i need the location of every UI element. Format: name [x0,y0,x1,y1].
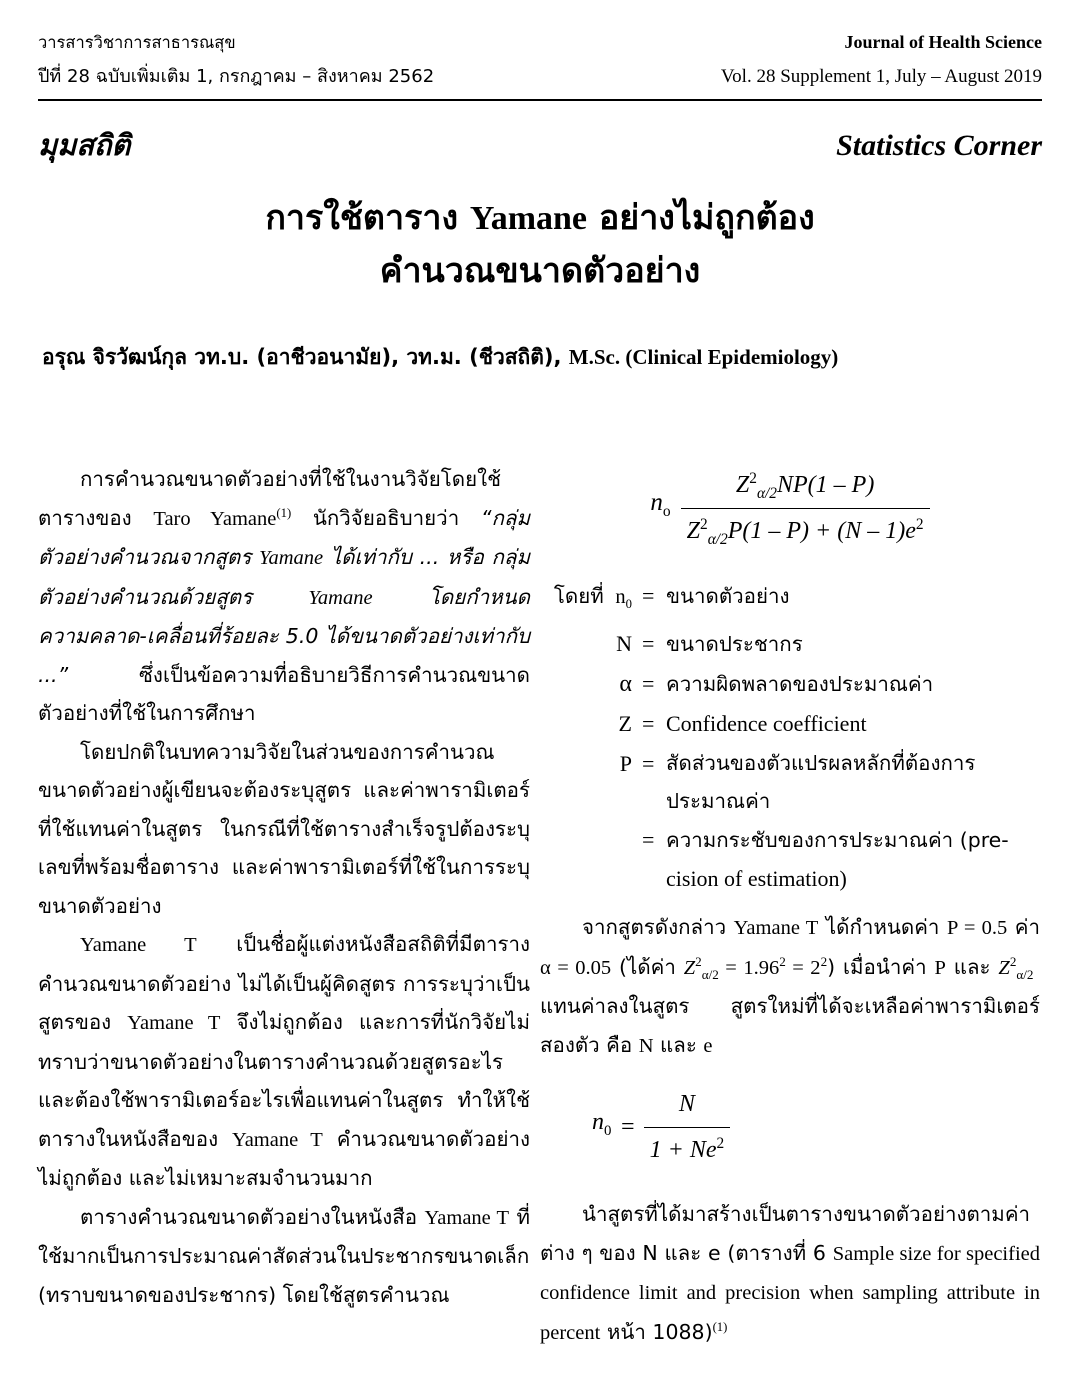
header-row-1 [38,28,1042,57]
definition-equals: = [642,751,655,777]
formula-secondary-equals: = [619,1113,636,1140]
title-line1-part3: อย่างไม่ถูกต้อง [587,198,815,238]
formula-main-denominator: $Z^2_{\alpha/2}P(1 - P) + (N - 1)e^2$ [681,508,930,551]
definition-text: Confidence coefficient [666,711,867,737]
definition-text: ขนาดตัวอย่าง [666,584,790,608]
formula-main-lhs-subscript: o [662,503,671,521]
p4-part-a: ตารางคำนวณขนาดตัวอย่างในหนังสือ [80,1204,425,1229]
paragraph-2: โดยปกติในบทความวิจัยในส่วนของการคำนวณขนาดตัวอย่างผู้เขียนจะต้องระบุสูตร และค่าพารามิเตอร์ที่ใช้แทนค่าในสูตร ในกรณีที่ใช้ตารางสำเร็จรูปต้องระบุเลขที่พร้อมชื่อตาราง และค่าพารามิเตอร์ที่ใช้ในการระบุขนาดตัวอย่าง [38,739,530,918]
issue-info-english: Vol. 28 Supplement 1, July – August 2019 [720,66,1042,87]
p3-yamane-1: Yamane T [80,934,197,956]
article-title [38,192,1042,297]
definition-symbol: N [616,631,632,657]
p4-yamane: Yamane T [424,1206,510,1229]
author-line [42,340,1042,374]
p1-quote-close: โดยกำหนดความคลาด-เคลื่อนที่ร้อยละ 5.0 ได้ขนาดตัวอย่างเท่ากับ ...” [38,584,530,687]
right-paragraph-1 [540,908,1040,1065]
definition-symbol: P [619,751,632,777]
p1-quote-yamane-2: Yamane [308,586,373,609]
article-title-line-2: คำนวณขนาดตัวอย่าง [379,251,701,291]
formula-secondary-denominator: $1 + Ne^2$ [644,1127,731,1170]
formula-main-numerator: $Z^2_{\alpha/2}NP(1 - P)$ [735,470,875,502]
paragraph-1 [38,460,530,733]
definition-text: ความผิดพลาดของประมาณค่า [666,672,934,697]
definition-row [540,576,1040,624]
p3-part-d: จึงไม่ถูกต้อง และการที่นักวิจัยไม่ทราบว่าขนาดตัวอย่างในตารางคำนวณด้วยสูตรอะไร และต้องใช้พารามิเตอร์อะไรเพื่อแทนค่าในสูตร ทำให้ใช้ตารางในหนังสือของ [38,1010,530,1151]
issue-info-thai: ปีที่ 28 ฉบับเพิ่มเติม 1, กรกฎาคม – สิงหาคม 2562 [38,66,435,87]
formula-main-fraction [681,466,930,550]
p1-quote-yamane-1: Yamane [258,547,324,569]
definition-lead-label: โดยที่ $n_0$ [553,584,632,612]
journal-title-thai: วารสารวิชาการสาธารณสุข [38,33,236,52]
p3-yamane-3: Yamane T [231,1128,323,1151]
author-degree-english: M.Sc. (Clinical Epidemiology) [568,345,839,369]
body-column-right [540,460,1040,1352]
definition-equals: = [642,827,655,853]
rp2-table-title: Sample size for specified confidence limit and precision when sampling attribute in percent [540,1242,1040,1344]
definition-lead-text: โดยที่ [553,584,604,608]
formula-main-lhs-symbol: n [650,489,663,517]
definition-text: ความกระชับของการประมาณค่า (pre- [666,828,1009,853]
definition-equals: = [642,583,655,608]
header-divider [38,99,1042,101]
definition-equals: = [642,671,655,697]
p1-quote-middle: ได้เท่ากับ ... หรือ กลุ่มตัวอย่างคำนวณด้วยสูตร [38,545,530,609]
header-row-2 [38,61,1042,90]
definition-symbol: α [619,671,632,698]
formula-secondary-numerator: N [678,1091,695,1118]
page-header [38,28,1042,101]
definition-equals: = [642,711,655,737]
definition-row [540,704,1040,744]
definition-symbol: Z [618,711,632,737]
p3-part-b: เป็นชื่อผู้แต่งหนังสือสถิติที่มีตารางคำนวณขนาดตัวอย่าง ไม่ได้เป็นผู้คิดสูตร การระบุว่าเป็นสูตรของ [38,932,530,1034]
section-heading [38,122,1042,168]
p1-quote-open: “กลุ่มตัวอย่างคำนวณจากสูตร [38,505,530,569]
journal-title-english: Journal of Health Science [844,32,1042,52]
formula-main [540,466,1040,550]
formula-secondary [592,1085,1040,1169]
definition-equals: = [642,631,655,657]
section-label-thai: มุมสถิติ [38,128,131,162]
author-thai: อรุณ จิรวัฒน์กุล วท.บ. (อาชีวอนามัย), วท.ม. (ชีวสถิติ), [42,345,569,369]
p1-part-c: นักวิจัยอธิบายว่า [291,505,481,530]
section-label-english: Statistics Corner [836,129,1042,162]
title-line1-part1: การใช้ตาราง [265,198,470,238]
p1-taro-yamane: Taro Yamane [153,507,277,530]
p3-part-f: คำนวณขนาดตัวอย่างไม่ถูกต้อง และไม่เหมาะสมจำนวนมาก [38,1126,531,1190]
p1-part-a: การคำนวณขนาดตัวอย่างที่ใช้ในงานวิจัยโดยใช้ตารางของ [38,467,502,530]
formula-main-lhs [650,484,670,532]
article-title-line-1 [38,192,1042,245]
rp2-part-c: หน้า 1088) [600,1319,713,1344]
rp1-part-a: จากสูตรดังกล่าว [582,915,734,940]
definition-row [540,744,1040,820]
definition-row [540,820,1040,860]
rp1-part-c: ได้กำหนดค่า P = 0.5 ค่า α = 0.05 (ได้ค่า $Z^2_{\alpha/2} = 1.96^2 = 2^2$) เมื่อนำค่า P และ $Z^2_{\alpha/2}$ แทนค่าลงในสูตร สูตรใหม่ที่ได้จะเหลือค่าพารามิเตอร์สองตัว คือ N และ e [540,915,1040,1057]
p3-yamane-2: Yamane T [127,1012,221,1034]
definition-continuation: cision of estimation) [666,866,847,892]
definition-text: สัดส่วนของตัวแปรผลหลักที่ต้องการประมาณค่า [666,751,976,814]
formula-secondary-lhs-subscript: 0 [604,1123,612,1140]
formula-secondary-lhs [592,1103,611,1150]
definition-text: ขนาดประชากร [666,632,803,657]
p4-part-c: ที่ใช้มากเป็นการประมาณค่าสัดส่วนในประชากรขนาดเล็ก (ทราบขนาดของประชากร) โดยใช้สูตรคำนวณ [38,1204,531,1307]
rp1-yamane: Yamane T [733,917,819,940]
p1-part-d: ซึ่งเป็นข้อความที่อธิบายวิธีการคำนวณขนาดตัวอย่างที่ใช้ในการศึกษา [38,662,530,725]
paragraph-3 [38,925,530,1198]
paragraph-4 [38,1198,530,1315]
formula-secondary-lhs-symbol: n [592,1109,604,1136]
rp2-part-a: นำสูตรที่ได้มาสร้างเป็นตารางขนาดตัวอย่างตามค่าต่าง ๆ ของ N และ e (ตารางที่ 6 [540,1202,1031,1265]
title-line1-yamane: Yamane [469,200,588,237]
body-column-left [38,460,530,1314]
p1-citation-ref: (1) [276,505,292,520]
formula-secondary-fraction [644,1085,731,1169]
definition-row [540,664,1040,704]
definition-row [540,624,1040,664]
symbol-definitions [540,576,1040,898]
rp2-citation-ref: (1) [712,1319,728,1334]
right-paragraph-2 [540,1195,1040,1352]
